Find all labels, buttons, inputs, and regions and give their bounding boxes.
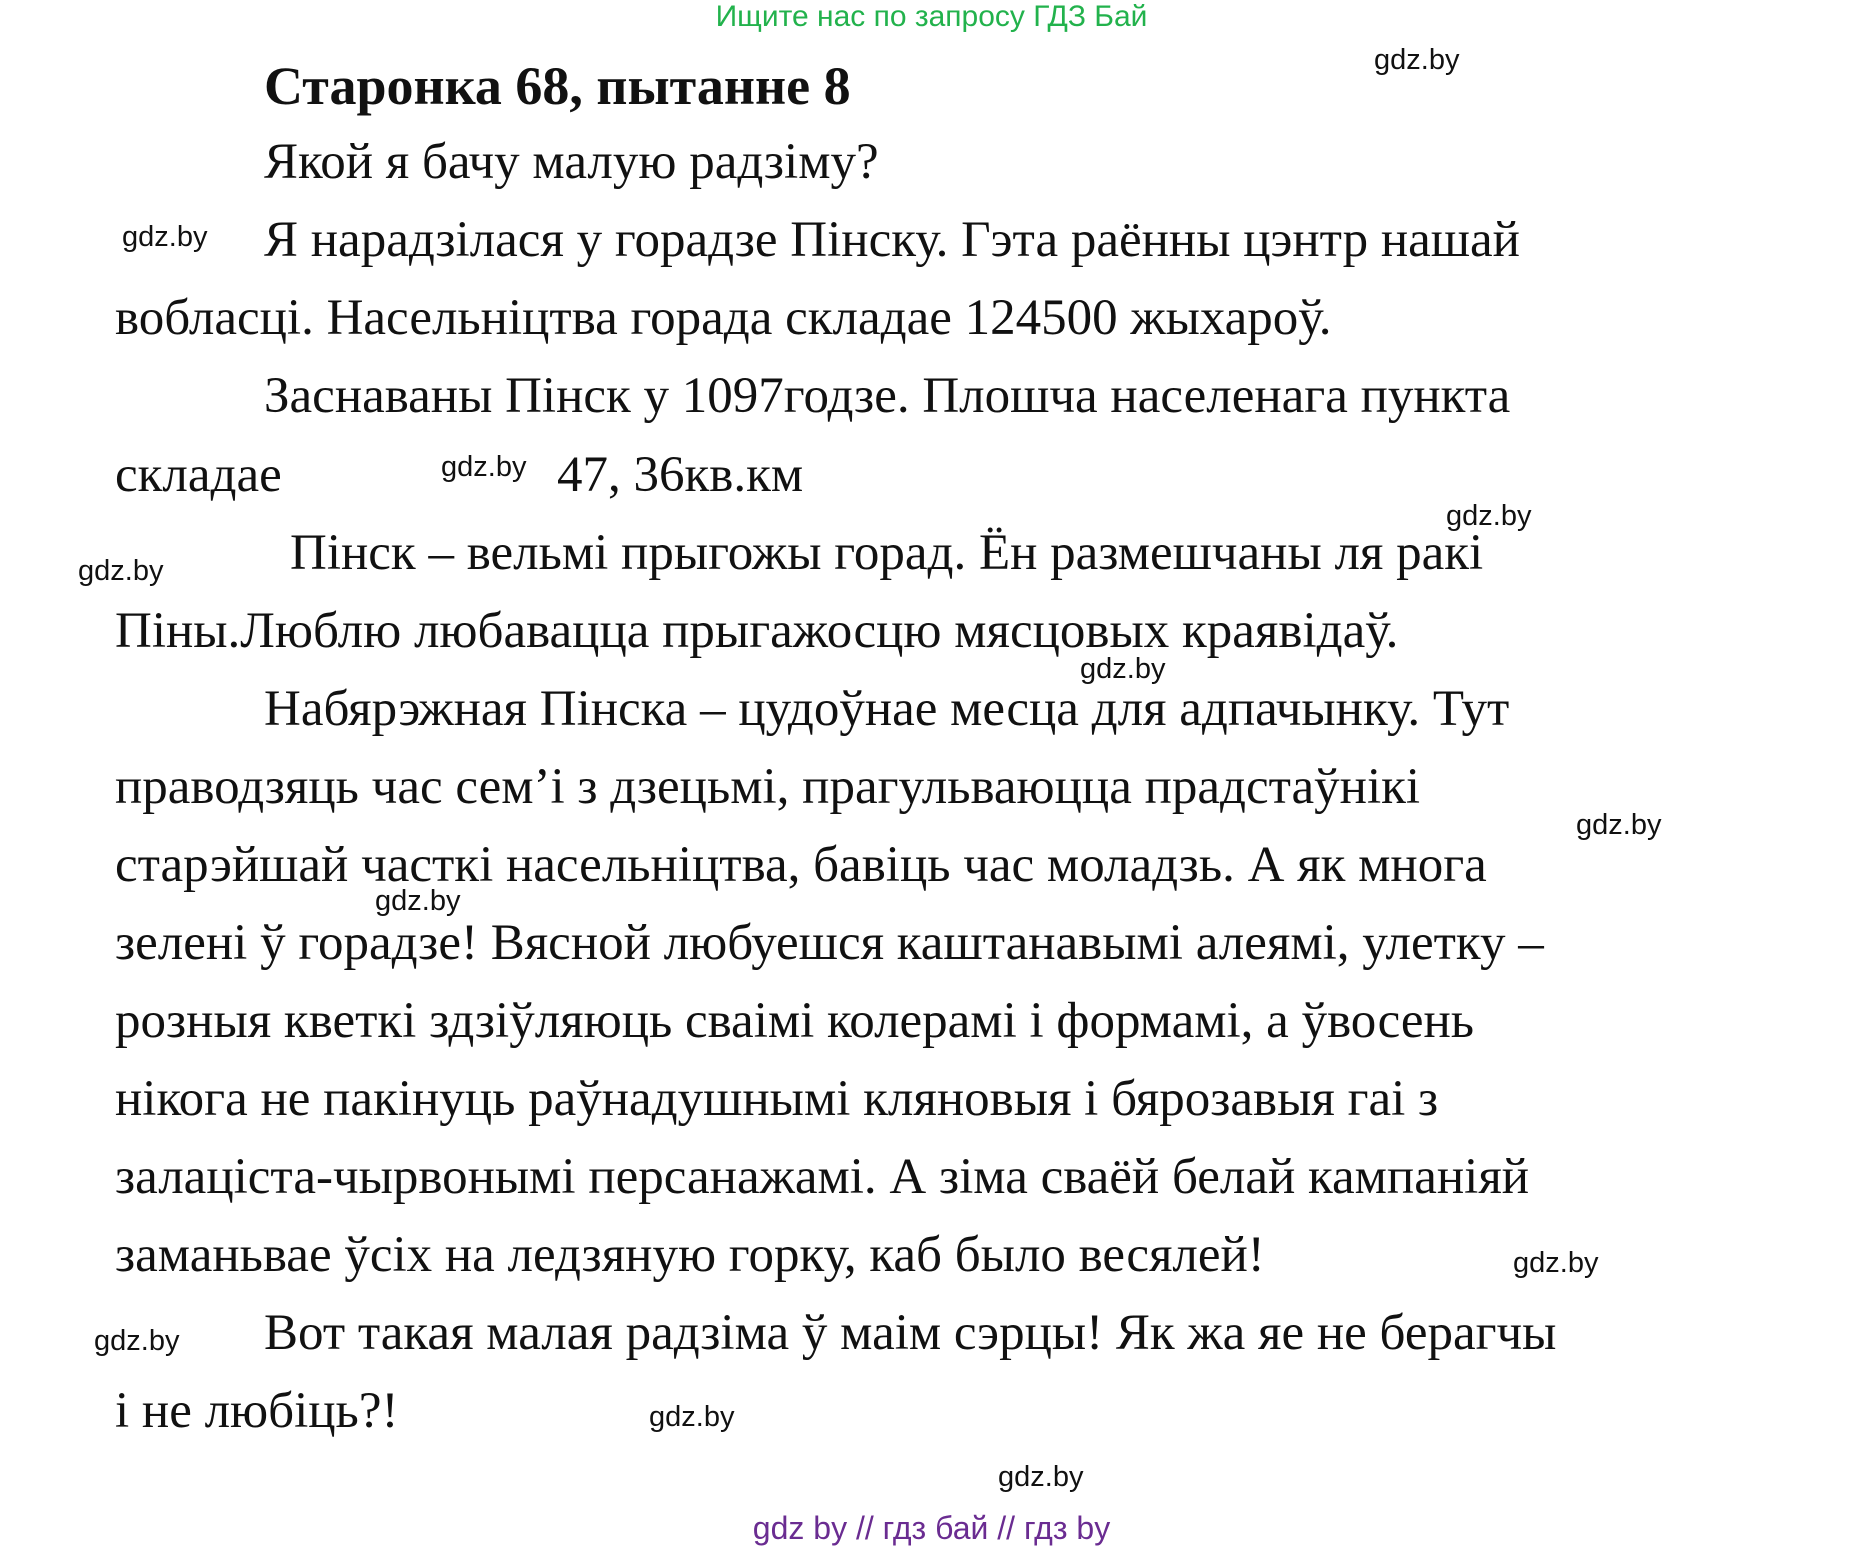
- footer-separator: //: [855, 1510, 874, 1546]
- text-line: складае: [115, 447, 282, 503]
- text-line: Піны.Люблю любавацца прыгажосцю мясцовых краявідаў.: [115, 603, 1399, 659]
- watermark: gdz.by: [78, 555, 164, 587]
- text-line: старэйшай часткі насельніцтва, бавіць час моладзь. А як многа: [115, 837, 1487, 893]
- footer-link-gdz-by-cyr[interactable]: гдз by: [1023, 1510, 1111, 1546]
- text-line: Вот такая малая радзіма ў маім сэрцы! Як жа яе не берагчы: [264, 1305, 1557, 1361]
- top-banner[interactable]: Ищите нас по запросу ГДЗ Бай: [715, 0, 1148, 33]
- watermark: gdz.by: [441, 451, 527, 483]
- watermark: gdz.by: [1576, 809, 1662, 841]
- page-heading: Старонка 68, пытанне 8: [264, 56, 851, 116]
- text-line: Я нарадзілася у горадзе Пінску. Гэта раённы цэнтр нашай: [264, 212, 1520, 268]
- watermark: gdz.by: [998, 1461, 1084, 1493]
- text-line: і не любіць?!: [115, 1383, 399, 1439]
- text-line: залаціста-чырвонымі персанажамі. А зіма сваёй белай кампаніяй: [115, 1149, 1530, 1205]
- text-line: заманьвае ўсіх на ледзяную горку, каб было весялей!: [115, 1227, 1265, 1283]
- footer-separator: //: [997, 1510, 1016, 1546]
- question-line: Якой я бачу малую радзіму?: [264, 134, 879, 190]
- watermark: gdz.by: [94, 1325, 180, 1357]
- text-line: Пінск – вельмі прыгожы горад. Ён размешчаны ля ракі: [290, 525, 1484, 581]
- watermark: gdz.by: [1446, 500, 1532, 532]
- text-line: розныя кветкі здзіўляюць сваімі колерамі і формамі, а ўвосень: [115, 993, 1475, 1049]
- text-line: нікога не пакінуць раўнадушнымі кляновыя і бярозавыя гаі з: [115, 1071, 1439, 1127]
- text-line: 47, 36кв.км: [557, 447, 804, 503]
- text-line: Набярэжная Пінска – цудоўнае месца для адпачынку. Тут: [264, 681, 1510, 737]
- watermark: gdz.by: [1080, 653, 1166, 685]
- text-line: вобласці. Насельніцтва горада складае 124500 жыхароў.: [115, 290, 1332, 346]
- footer-link-gdz-bai[interactable]: гдз бай: [882, 1510, 989, 1546]
- footer-link-gdz-by[interactable]: gdz by: [752, 1510, 848, 1546]
- footer-links: [0, 1510, 1863, 1546]
- watermark: gdz.by: [375, 885, 461, 917]
- watermark: gdz.by: [649, 1401, 735, 1433]
- watermark: gdz.by: [122, 221, 208, 253]
- text-line: Заснаваны Пінск у 1097годзе. Плошча населенага пункта: [264, 368, 1511, 424]
- text-line: зелені ў горадзе! Вясной любуешся каштанавымі алеямі, улетку –: [115, 915, 1544, 971]
- watermark: gdz.by: [1513, 1247, 1599, 1279]
- text-line: праводзяць час сем’і з дзецьмі, прагульваюцца прадстаўнікі: [115, 759, 1421, 815]
- watermark: gdz.by: [1374, 44, 1460, 76]
